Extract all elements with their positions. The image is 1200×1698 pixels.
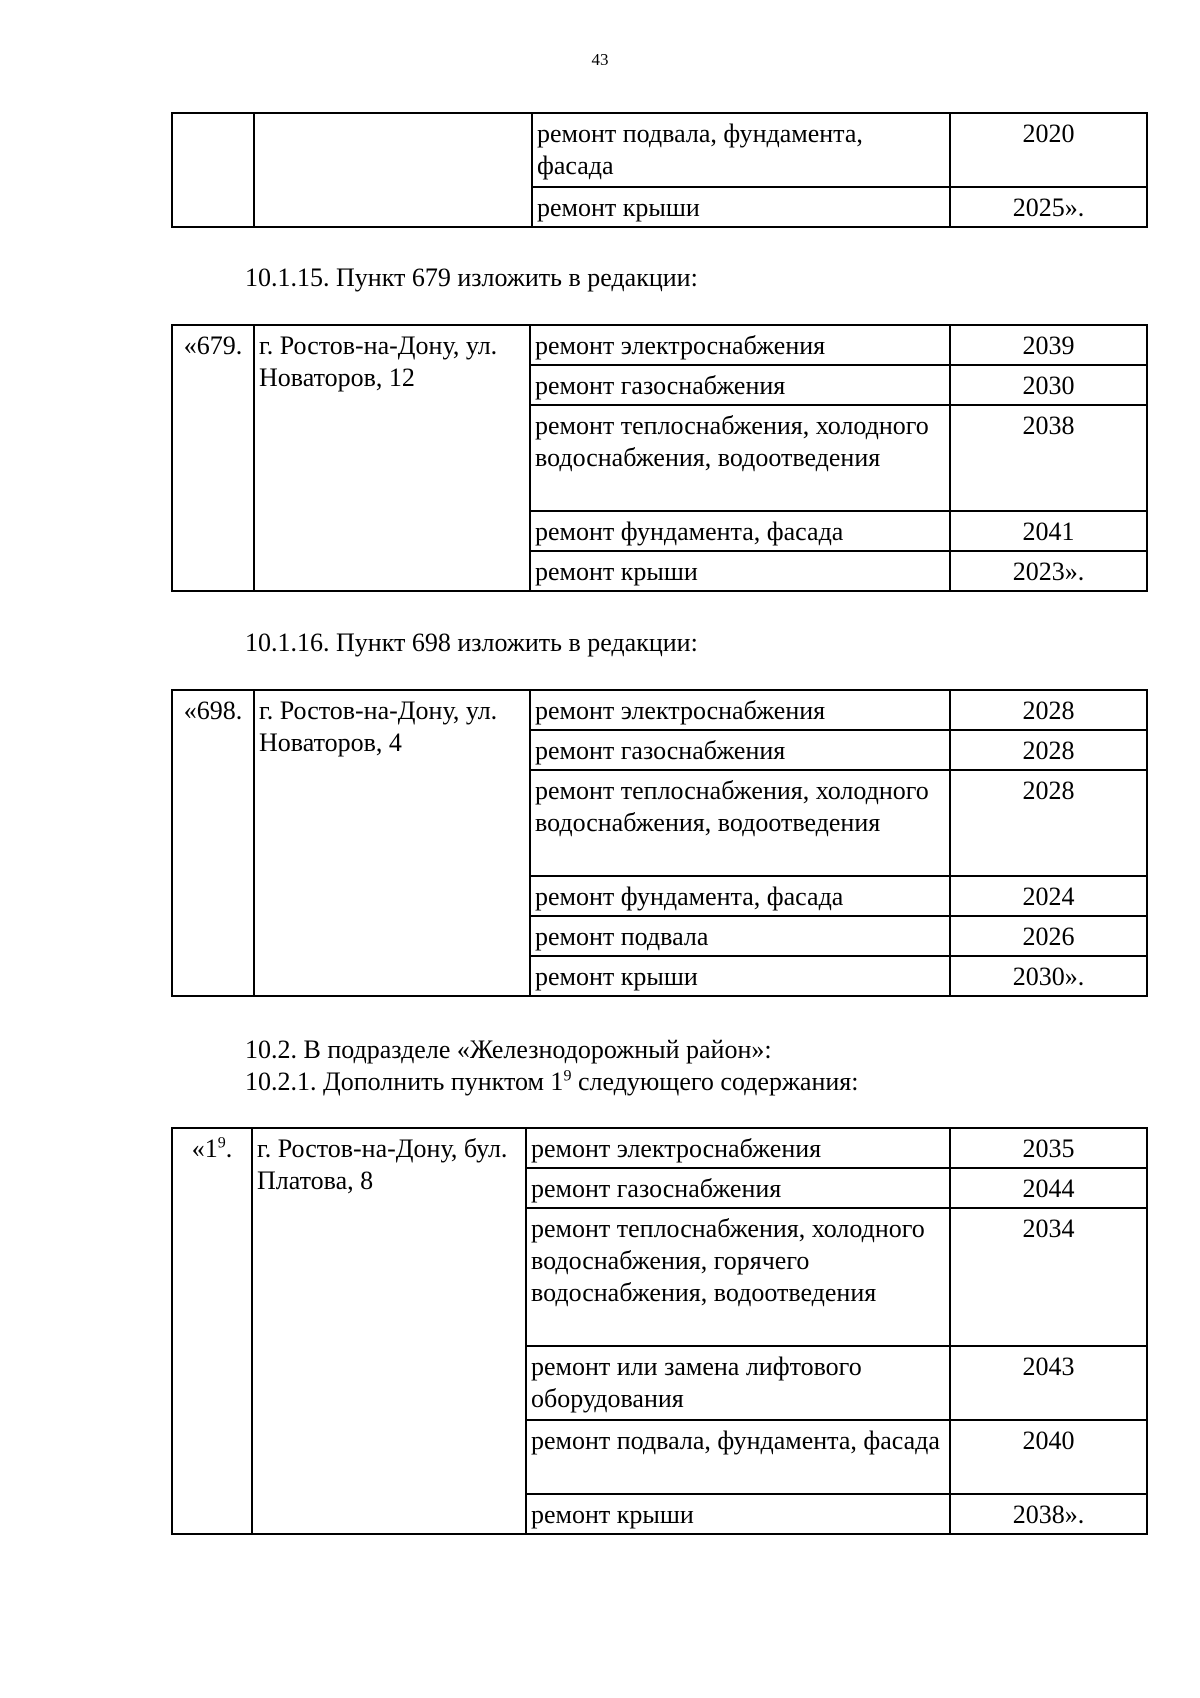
item-1-9-table [171,1127,1148,1535]
table-row [172,690,1147,730]
table-row [172,325,1147,365]
year-cell: 2028 [950,690,1147,730]
paragraph-10-1-15: 10.1.15. Пункт 679 изложить в редакции: [245,263,698,292]
paragraph-10-1-16: 10.1.16. Пункт 698 изложить в редакции: [245,628,698,657]
work-cell: ремонт теплоснабжения, холодного водоснабжения, водоотведения [530,405,950,511]
address-cell: г. Ростов-на-Дону, ул. Новаторов, 4 [254,690,530,996]
superscript: 9 [563,1067,572,1085]
work-cell: ремонт подвала, фундамента, фасада [526,1420,950,1494]
num-cell [172,113,254,227]
work-cell: ремонт электроснабжения [530,325,950,365]
num-cell [172,1128,252,1534]
year-cell: 2020 [950,113,1147,187]
year-cell: 2038». [950,1494,1147,1534]
num-suffix: . [225,1134,233,1163]
item-679-table [171,324,1148,592]
year-cell: 2028 [950,730,1147,770]
address-cell: г. Ростов-на-Дону, бул. Платова, 8 [252,1128,526,1534]
table-row [172,1128,1147,1168]
paragraph-10-2-1 [245,1066,858,1098]
year-cell: 2040 [950,1420,1147,1494]
work-cell: ремонт крыши [530,956,950,996]
item-698-table [171,689,1148,997]
table-row [172,113,1147,187]
work-cell: ремонт крыши [530,551,950,591]
year-cell: 2028 [950,770,1147,876]
page-number: 43 [591,50,609,69]
year-cell: 2038 [950,405,1147,511]
work-cell: ремонт фундамента, фасада [530,511,950,551]
year-cell: 2044 [950,1168,1147,1208]
year-cell: 2041 [950,511,1147,551]
paragraph-10-2: 10.2. В подразделе «Железнодорожный район»: [245,1035,772,1064]
address-cell: г. Ростов-на-Дону, ул. Новаторов, 12 [254,325,530,591]
paragraph-text: следующего содержания: [571,1067,859,1096]
year-cell: 2034 [950,1208,1147,1346]
num-cell: «679. [172,325,254,591]
address-cell [254,113,532,227]
work-cell: ремонт подвала, фундамента, фасада [532,113,950,187]
work-cell: ремонт теплоснабжения, холодного водоснабжения, водоотведения [530,770,950,876]
year-cell: 2024 [950,876,1147,916]
year-cell: 2039 [950,325,1147,365]
continuation-table [171,112,1148,228]
paragraph-text: 10.2.1. Дополнить пунктом 1 [245,1067,564,1096]
year-cell: 2043 [950,1346,1147,1420]
superscript: 9 [217,1134,226,1152]
work-cell: ремонт фундамента, фасада [530,876,950,916]
work-cell: ремонт крыши [526,1494,950,1534]
year-cell: 2026 [950,916,1147,956]
year-cell: 2025». [950,187,1147,227]
work-cell: ремонт электроснабжения [530,690,950,730]
work-cell: ремонт газоснабжения [530,730,950,770]
num-cell: «698. [172,690,254,996]
work-cell: ремонт или замена лифтового оборудования [526,1346,950,1420]
work-cell: ремонт теплоснабжения, холодного водоснабжения, горячего водоснабжения, водоотведения [526,1208,950,1346]
num-prefix: «1 [191,1134,218,1163]
work-cell: ремонт подвала [530,916,950,956]
year-cell: 2023». [950,551,1147,591]
work-cell: ремонт газоснабжения [530,365,950,405]
work-cell: ремонт газоснабжения [526,1168,950,1208]
work-cell: ремонт крыши [532,187,950,227]
year-cell: 2030 [950,365,1147,405]
year-cell: 2030». [950,956,1147,996]
year-cell: 2035 [950,1128,1147,1168]
work-cell: ремонт электроснабжения [526,1128,950,1168]
